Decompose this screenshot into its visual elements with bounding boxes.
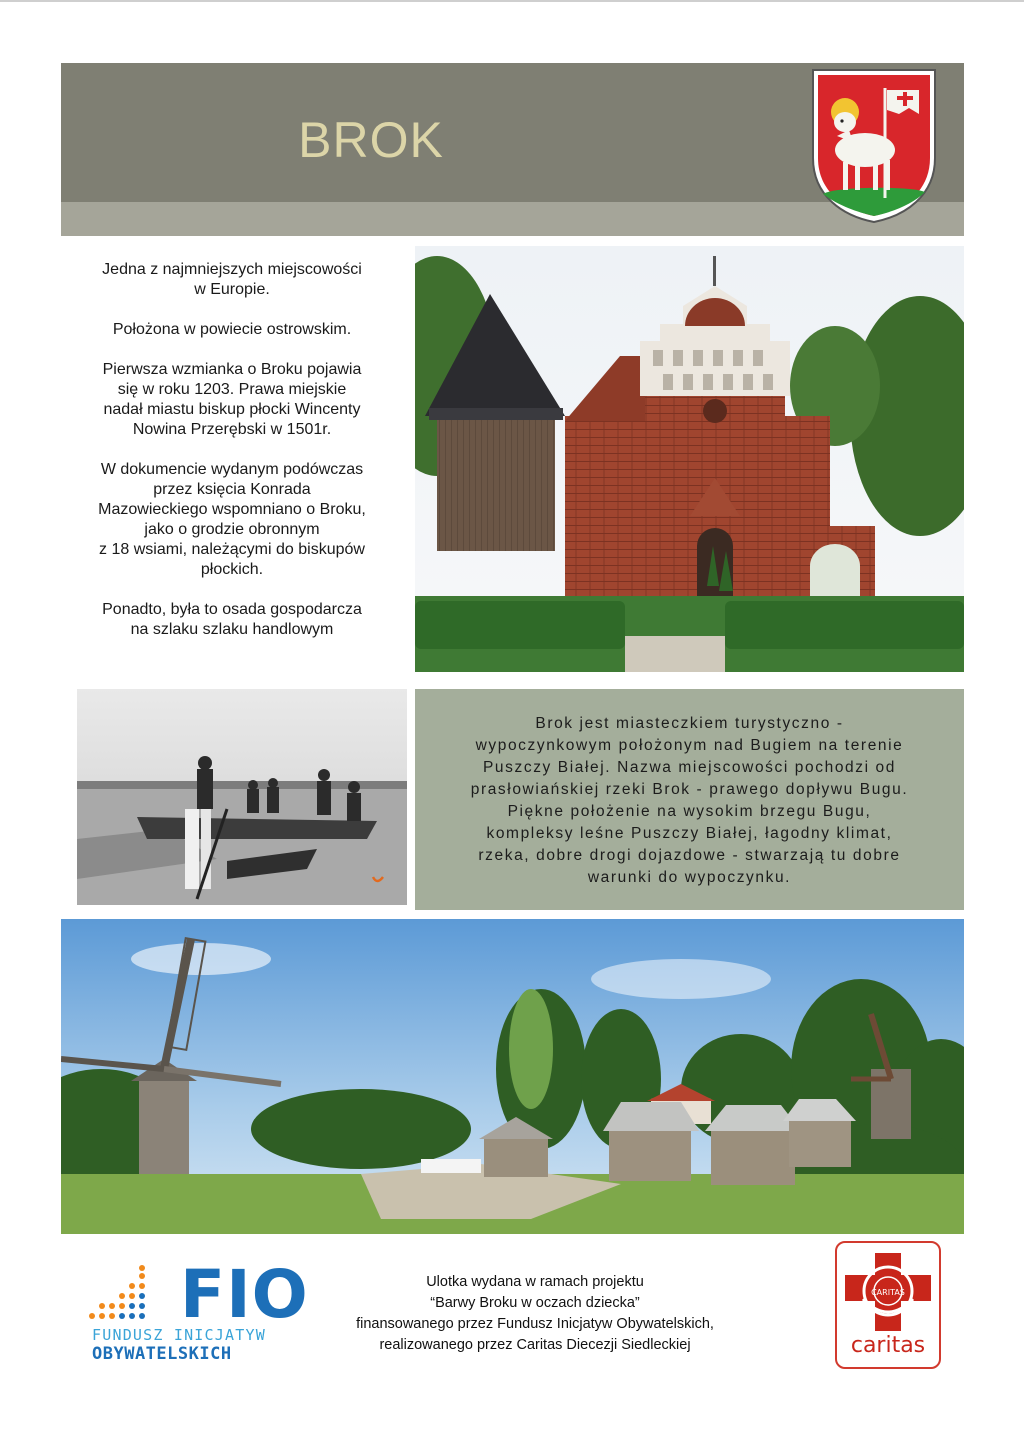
description-line: wypoczynkowym położonym nad Bugiem na terenie [475,737,904,754]
fio-subtitle-line1: FUNDUSZ INICJATYW [92,1326,266,1344]
intro-line: na szlaku szlaku handlowym [130,621,334,638]
intro-line: przez księcia Konrada [153,481,311,498]
footer-line: realizowanego przez Caritas Diecezji Siedleckiej [379,1337,691,1353]
intro-line: W dokumencie wydanym podówczas [100,461,364,478]
page-title: BROK [298,112,444,168]
fio-dots-icon [86,1264,166,1324]
description-line: Puszczy Białej. Nazwa miejscowości pochodzi od [482,759,897,776]
intro-line: w Europie. [194,281,270,298]
header-banner [61,63,964,236]
description-line: rzeka, dobre drogi dojazdowe - stwarzają tu dobre [478,847,901,864]
footer-line: Ulotka wydana w ramach projektu [426,1274,644,1290]
church-photo [415,246,964,672]
intro-line: Jedna z najmniejszych miejscowości [102,261,362,278]
intro-paragraph [62,260,402,300]
intro-line: Położona w powiecie ostrowskim. [112,321,352,338]
description-line: warunki do wypoczynku. [587,869,792,886]
description-panel [415,689,964,910]
intro-paragraph [62,460,402,580]
intro-line: Nowina Przerębski w 1501r. [132,421,332,438]
fio-logo [86,1256,316,1374]
fio-subtitle-line2: OBYWATELSKICH [92,1344,232,1364]
description-text [425,713,954,889]
intro-line: Pierwsza wzmianka o Broku pojawia [102,361,362,378]
caritas-ring-text: CARITAS [871,1288,905,1297]
fio-wordmark: FIO [180,1256,309,1333]
intro-paragraph [62,360,402,440]
top-rule [0,0,1024,2]
intro-line: Ponadto, była to osada gospodarcza [102,601,362,618]
intro-line: płockich. [200,561,264,578]
caritas-wordmark: caritas [850,1333,926,1358]
intro-line: się w roku 1203. Prawa miejskie [117,381,347,398]
footer-text [340,1272,730,1356]
description-line: prasłowiańskiej rzeki Brok - prawego dopływu Bugu. [470,781,909,798]
old-boat-photo [77,689,407,905]
intro-line: Mazowieckiego wspomniano o Broku, [98,501,366,518]
intro-text [62,260,402,660]
caritas-cross-icon [837,1247,939,1337]
intro-paragraph [62,320,402,340]
coat-of-arms-lamb-icon [809,66,939,224]
windmill-village-photo [61,919,964,1234]
description-line: kompleksy leśne Puszczy Białej, łagodny klimat, [486,825,893,842]
footer-line: finansowanego przez Fundusz Inicjatyw Obywatelskich, [356,1316,714,1332]
footer-line: “Barwy Broku w oczach dziecka” [430,1295,640,1311]
intro-line: z 18 wsiami, należącymi do biskupów [99,541,365,558]
intro-paragraph [62,600,402,640]
description-line: Brok jest miasteczkiem turystyczno - [535,715,844,732]
intro-line: nadał miastu biskup płocki Wincenty [103,401,361,418]
caritas-logo [835,1241,941,1369]
description-line: Piękne położenie na wysokim brzegu Bugu, [507,803,872,820]
intro-line: jako o grodzie obronnym [144,521,320,538]
